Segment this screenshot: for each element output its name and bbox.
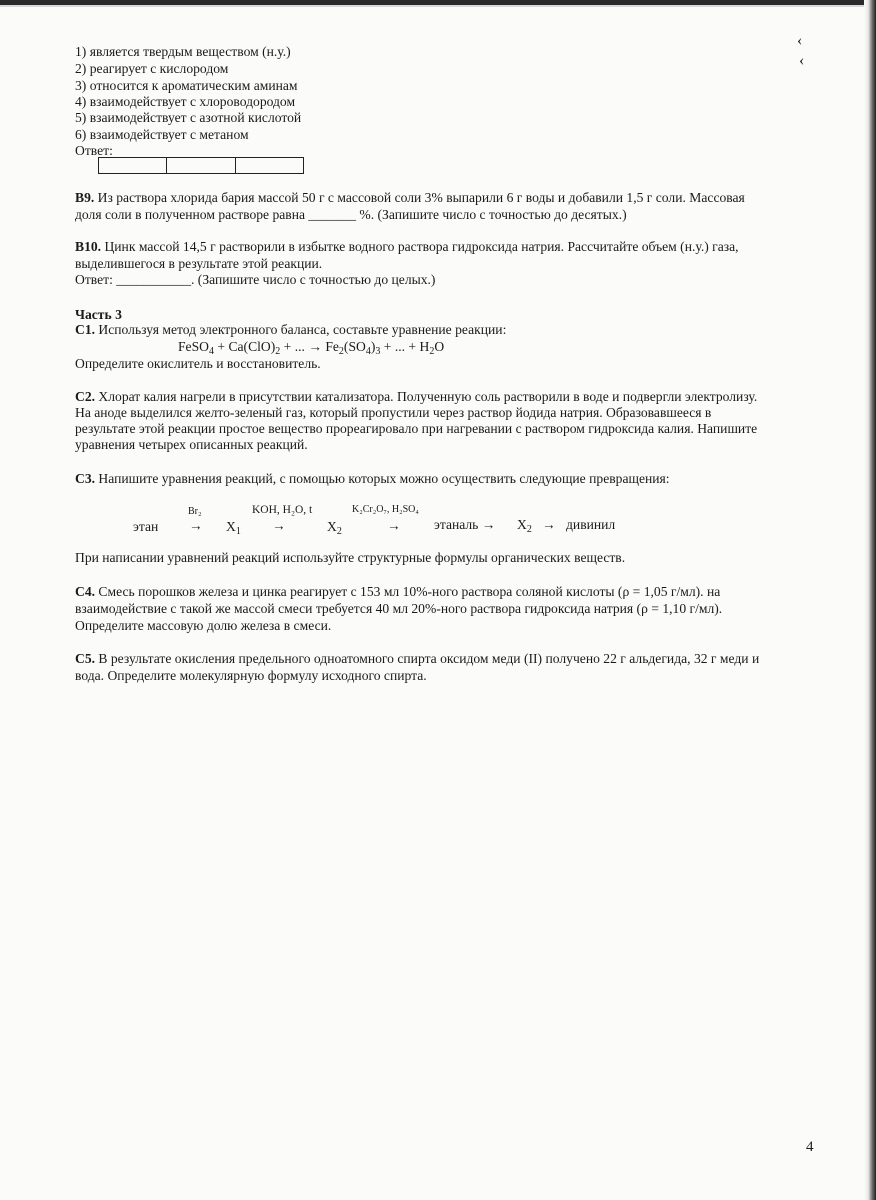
task-b10-line2: выделившегося в результате этой реакции. xyxy=(75,256,323,271)
task-c1-line1 xyxy=(75,322,506,338)
option-item: 3) относится к ароматическим аминам xyxy=(75,78,298,93)
formula-subscript: 2 xyxy=(429,346,435,357)
task-c5-line2: вода. Определите молекулярную формулу исходного спирта. xyxy=(75,668,427,683)
task-b10-line3: Ответ: ___________. (Запишите число с точностью до целых.) xyxy=(75,272,436,287)
task-b9-line2: доля соли в полученном растворе равна _______ %. (Запишите число с точностью до десятых.) xyxy=(75,207,627,222)
task-c2-line3: результате этой реакции простое вещество прореагировало при нагревании с раствором гидроксида калия. Напишите xyxy=(75,421,758,436)
task-b9-line1 xyxy=(75,190,745,206)
page-number: 4 xyxy=(806,1139,814,1155)
pen-mark: ‹ xyxy=(799,52,805,69)
task-text: Используя метод электронного баланса, составьте уравнение реакции: xyxy=(98,322,507,337)
chain-substance xyxy=(327,519,342,537)
formula-subscript: 2 xyxy=(526,524,532,535)
task-b10-line1 xyxy=(75,239,739,255)
task-label: В10. xyxy=(75,239,102,254)
chain-arrow: → xyxy=(189,518,203,533)
reagent-label: KOH, H₂O, t xyxy=(252,504,313,516)
substance-symbol: X xyxy=(327,519,337,534)
formula-subscript: 1 xyxy=(235,526,241,537)
option-item: 1) является твердым веществом (н.у.) xyxy=(75,44,291,59)
chain-substance xyxy=(517,517,532,535)
formula-subscript: 2 xyxy=(275,346,281,357)
task-text: Из раствора хлорида бария массой 50 г с массовой соли 3% выпарили 6 г воды и добавили 1,5 г соли. Массовая xyxy=(97,190,745,205)
answer-cell[interactable] xyxy=(236,158,303,173)
formula-part: (SO xyxy=(343,339,366,354)
task-text: Напишите уравнения реакций, с помощью которых можно осуществить следующие превращения: xyxy=(98,471,670,486)
task-label: С4. xyxy=(75,584,96,599)
formula-subscript: 2 xyxy=(338,346,344,357)
formula-part: + Ca(ClO) xyxy=(213,339,276,354)
substance-symbol: X xyxy=(517,517,527,532)
task-text: В результате окисления предельного одноатомного спирта оксидом меди (II) получено 22 г альдегида, 32 г меди и xyxy=(98,651,760,666)
formula-part: + ... + H xyxy=(380,339,430,354)
task-c1-line3: Определите окислитель и восстановитель. xyxy=(75,356,321,371)
answer-cell[interactable] xyxy=(99,158,167,173)
task-label: В9. xyxy=(75,190,95,205)
task-text: Смесь порошков железа и цинка реагирует с 153 мл 10%-ного раствора соляной кислоты (ρ = 1,05 г/мл). на xyxy=(98,584,721,599)
chain-arrow: → xyxy=(272,518,286,533)
formula-part: FeSO xyxy=(178,339,209,354)
task-text: Хлорат калия нагрели в присутствии катализатора. Полученную соль растворили в воде и подвергли электролизу. xyxy=(98,389,758,404)
chain-arrow: → xyxy=(387,518,401,533)
task-c2-line4: уравнения четырех описанных реакций. xyxy=(75,437,308,452)
option-item: 4) взаимодействует с хлороводородом xyxy=(75,94,296,109)
option-item: 6) взаимодействует с метаном xyxy=(75,127,249,142)
chain-substance xyxy=(226,519,241,537)
task-c3-note: При написании уравнений реакций используйте структурные формулы органических веществ. xyxy=(75,550,626,565)
reagent-label: K₂Cr₂O₇, H₂SO₄ xyxy=(352,504,419,515)
formula-part: O xyxy=(434,339,445,354)
substance-symbol: X xyxy=(226,519,236,534)
formula-subscript: 4 xyxy=(365,346,371,357)
pen-mark: ‹ xyxy=(797,32,803,49)
task-c5-line1 xyxy=(75,651,759,667)
section-title: Часть 3 xyxy=(75,307,122,322)
formula-subscript: 4 xyxy=(208,346,214,357)
task-c4-line1 xyxy=(75,584,720,600)
scan-edge-top-light xyxy=(0,5,876,7)
task-c2-line2: На аноде выделился желто-зеленый газ, который пропустили через раствор йодида натрия. Образовавшееся в xyxy=(75,405,712,420)
reagent-label: Br₂ xyxy=(188,506,202,517)
answer-cell[interactable] xyxy=(167,158,235,173)
chain-substance: дивинил xyxy=(566,517,616,532)
formula-subscript: 3 xyxy=(375,346,381,357)
task-c4-line2: взаимодействие с такой же массой смеси требуется 40 мл 20%-ного раствора гидроксида натрия (ρ = 1,10 г/мл). xyxy=(75,601,723,616)
task-label: С2. xyxy=(75,389,96,404)
formula-subscript: 2 xyxy=(336,526,342,537)
task-label: С3. xyxy=(75,471,96,486)
task-c4-line3: Определите массовую долю железа в смеси. xyxy=(75,618,332,633)
formula-part: + ... → Fe xyxy=(280,339,339,354)
chain-arrow: → xyxy=(542,517,556,532)
task-c3-line1 xyxy=(75,471,670,487)
option-item: 5) взаимодействует с азотной кислотой xyxy=(75,110,302,125)
task-c2-line1 xyxy=(75,389,757,405)
answer-label: Ответ: xyxy=(75,143,113,158)
option-item: 2) реагирует с кислородом xyxy=(75,61,229,76)
task-label: С1. xyxy=(75,322,96,337)
answer-box[interactable] xyxy=(98,157,304,174)
task-text: Цинк массой 14,5 г растворили в избытке водного раствора гидроксида натрия. Рассчитайте объем (н.у.) газа, xyxy=(104,239,739,254)
task-label: С5. xyxy=(75,651,96,666)
formula-part: ) xyxy=(370,339,376,354)
chain-substance: этан xyxy=(133,519,159,534)
chain-substance: этаналь → xyxy=(434,517,496,532)
scan-edge-right xyxy=(864,0,876,1200)
